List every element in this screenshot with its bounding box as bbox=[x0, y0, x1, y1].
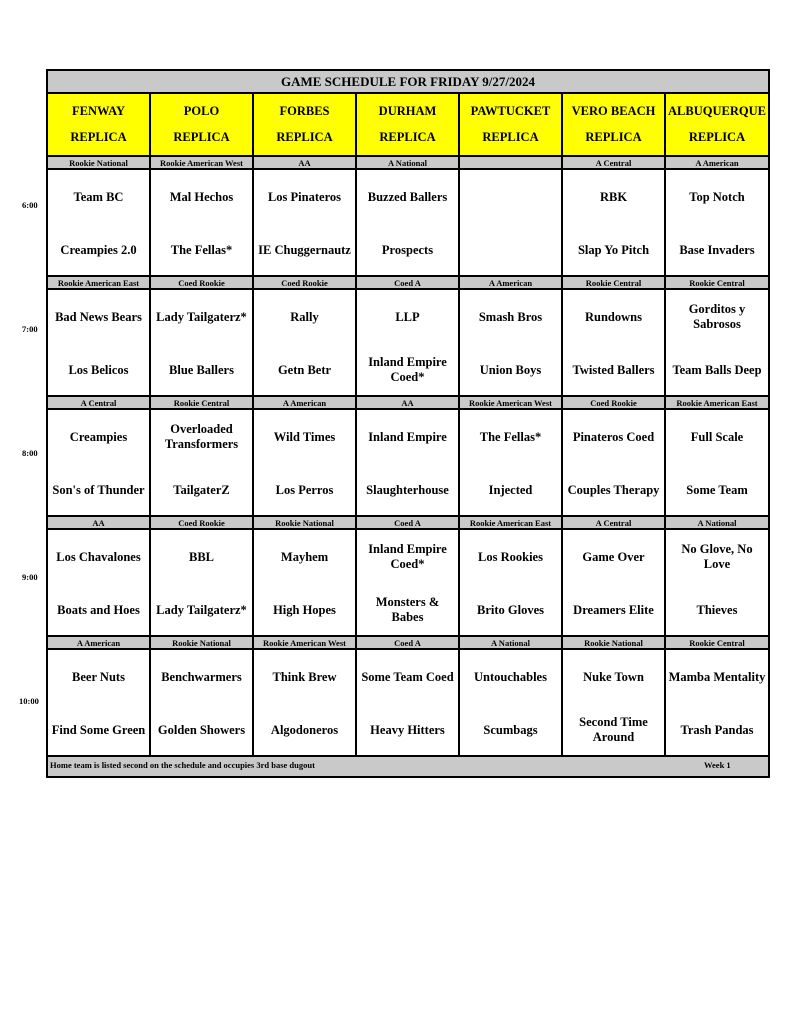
venue-sub: REPLICA bbox=[173, 130, 230, 145]
game-cell bbox=[563, 170, 666, 275]
away-team: RBK bbox=[599, 189, 628, 204]
away-team: Gorditos y Sabrosos bbox=[688, 302, 746, 331]
week-label: Week 1 bbox=[704, 760, 731, 770]
division-label: Coed A bbox=[357, 517, 460, 528]
home-team: Golden Showers bbox=[157, 722, 246, 737]
away-team: Some Team Coed bbox=[361, 669, 454, 684]
division-label: Rookie American West bbox=[254, 637, 357, 648]
home-team: IE Chuggernautz bbox=[258, 242, 351, 257]
venue-polo bbox=[151, 94, 254, 155]
game-cell bbox=[357, 530, 460, 635]
home-team bbox=[460, 232, 561, 268]
time-slot-label: 10:00 bbox=[19, 696, 39, 706]
division-label: A Central bbox=[563, 517, 666, 528]
game-cell bbox=[254, 530, 357, 635]
game-cell bbox=[48, 290, 151, 395]
away-team: Smash Bros bbox=[478, 309, 543, 324]
game-cell bbox=[563, 530, 666, 635]
away-team: No Glove, No Love bbox=[681, 542, 753, 571]
venue-durham bbox=[357, 94, 460, 155]
game-cell bbox=[666, 410, 768, 515]
division-label bbox=[460, 157, 563, 168]
schedule-table bbox=[46, 69, 770, 778]
away-team bbox=[460, 179, 561, 215]
division-label: A American bbox=[460, 277, 563, 288]
division-label: A American bbox=[695, 158, 739, 168]
division-label: A National bbox=[357, 157, 460, 168]
away-team: The Fellas* bbox=[479, 429, 542, 444]
home-team: Creampies 2.0 bbox=[60, 242, 137, 257]
division-label: Coed A bbox=[357, 637, 460, 648]
home-team: The Fellas* bbox=[170, 242, 233, 257]
division-label: Rookie National bbox=[563, 637, 666, 648]
away-team: Bad News Bears bbox=[55, 309, 142, 324]
game-cell bbox=[151, 170, 254, 275]
game-cell bbox=[666, 530, 768, 635]
division-label: Rookie American West bbox=[151, 157, 254, 168]
away-team: Beer Nuts bbox=[72, 669, 125, 684]
venue-vero-beach bbox=[563, 94, 666, 155]
venue-name: DURHAM bbox=[378, 103, 437, 118]
home-team: Blue Ballers bbox=[169, 362, 234, 377]
away-team: Creampies bbox=[69, 429, 128, 444]
game-cell bbox=[48, 170, 151, 275]
game-cell bbox=[460, 650, 563, 755]
home-team: Trash Pandas bbox=[680, 722, 754, 737]
home-team-note: Home team is listed second on the schedule and occupies 3rd base dugout bbox=[50, 760, 315, 770]
game-cell bbox=[460, 170, 563, 275]
away-team: Los Rookies bbox=[478, 549, 543, 564]
game-row bbox=[48, 530, 768, 637]
schedule-footer bbox=[48, 757, 768, 776]
away-team: Rundowns bbox=[585, 309, 642, 324]
division-label: A National bbox=[460, 637, 563, 648]
game-cell bbox=[563, 410, 666, 515]
game-row bbox=[48, 650, 768, 757]
venue-pawtucket bbox=[460, 94, 563, 155]
game-cell bbox=[666, 170, 768, 275]
venue-albuquerque bbox=[666, 94, 768, 155]
home-team: Slap Yo Pitch bbox=[577, 242, 650, 257]
division-label: AA bbox=[357, 397, 460, 408]
division-row bbox=[48, 157, 768, 170]
venue-forbes bbox=[254, 94, 357, 155]
game-cell bbox=[666, 650, 768, 755]
division-label: Rookie National bbox=[48, 157, 151, 168]
away-team: Overloaded Transformers bbox=[164, 422, 239, 451]
game-cell bbox=[357, 170, 460, 275]
home-team: Couples Therapy bbox=[567, 482, 660, 497]
home-team: Heavy Hitters bbox=[370, 722, 445, 737]
away-team: Wild Times bbox=[273, 429, 336, 444]
division-row bbox=[48, 397, 768, 410]
division-label: Coed Rookie bbox=[151, 517, 254, 528]
venue-sub: REPLICA bbox=[688, 130, 746, 145]
game-cell bbox=[563, 650, 666, 755]
game-cell bbox=[563, 290, 666, 395]
venue-sub: REPLICA bbox=[585, 130, 642, 145]
home-team: Second Time Around bbox=[579, 715, 648, 744]
away-team: Rally bbox=[290, 309, 319, 324]
division-label: A Central bbox=[563, 157, 666, 168]
game-cell bbox=[357, 410, 460, 515]
away-team: Mal Hechos bbox=[169, 189, 234, 204]
division-label: AA bbox=[254, 157, 357, 168]
schedule-title: GAME SCHEDULE FOR FRIDAY 9/27/2024 bbox=[48, 71, 768, 94]
division-label: Rookie American East bbox=[48, 277, 151, 288]
home-team: Los Belicos bbox=[68, 362, 129, 377]
division-label: AA bbox=[48, 517, 151, 528]
away-team: Benchwarmers bbox=[161, 669, 242, 684]
venue-header-row bbox=[48, 94, 768, 157]
game-cell bbox=[666, 290, 768, 395]
away-team: Lady Tailgaterz* bbox=[156, 309, 247, 324]
home-team: Lady Tailgaterz* bbox=[156, 602, 247, 617]
division-label: Rookie Central bbox=[689, 278, 745, 288]
game-row bbox=[48, 290, 768, 397]
away-team: Inland Empire Coed* bbox=[368, 542, 447, 571]
division-label: Rookie National bbox=[151, 637, 254, 648]
game-cell bbox=[357, 290, 460, 395]
away-team: Game Over bbox=[582, 549, 645, 564]
home-team: Brito Gloves bbox=[476, 602, 544, 617]
game-cell bbox=[254, 170, 357, 275]
game-cell bbox=[357, 650, 460, 755]
game-row bbox=[48, 410, 768, 517]
game-cell bbox=[254, 410, 357, 515]
game-cell bbox=[48, 530, 151, 635]
game-cell bbox=[151, 290, 254, 395]
game-row bbox=[48, 170, 768, 277]
time-slot-label: 6:00 bbox=[22, 200, 38, 210]
venue-name: POLO bbox=[183, 103, 220, 118]
away-team: Mayhem bbox=[280, 549, 329, 564]
division-label: Rookie American East bbox=[676, 398, 758, 408]
division-label: A American bbox=[48, 637, 151, 648]
away-team: Full Scale bbox=[690, 429, 744, 444]
time-slot-label: 8:00 bbox=[22, 448, 38, 458]
away-team: Top Notch bbox=[689, 189, 745, 204]
time-slot-label: 7:00 bbox=[22, 324, 38, 334]
home-team: Algodoneros bbox=[270, 722, 339, 737]
home-team: Inland Empire Coed* bbox=[368, 355, 447, 384]
game-cell bbox=[254, 650, 357, 755]
home-team: Some Team bbox=[686, 482, 748, 497]
division-row bbox=[48, 277, 768, 290]
game-cell bbox=[151, 530, 254, 635]
away-team: Pinateros Coed bbox=[572, 429, 655, 444]
division-label: Rookie American West bbox=[460, 397, 563, 408]
home-team: Injected bbox=[488, 482, 533, 497]
away-team: Los Chavalones bbox=[56, 549, 141, 564]
venue-sub: REPLICA bbox=[482, 130, 539, 145]
away-team: LLP bbox=[395, 309, 420, 324]
home-team: Union Boys bbox=[479, 362, 542, 377]
home-team: Scumbags bbox=[483, 722, 538, 737]
division-label: Coed Rookie bbox=[563, 397, 666, 408]
home-team: Dreamers Elite bbox=[573, 602, 654, 617]
division-row bbox=[48, 517, 768, 530]
home-team: Boats and Hoes bbox=[57, 602, 140, 617]
division-label: A American bbox=[254, 397, 357, 408]
away-team: Mamba Mentality bbox=[668, 669, 766, 684]
home-team: Team Balls Deep bbox=[672, 362, 762, 377]
venue-sub: REPLICA bbox=[70, 130, 127, 145]
division-label: Rookie Central bbox=[563, 277, 666, 288]
division-label: Coed A bbox=[357, 277, 460, 288]
division-label: Coed Rookie bbox=[151, 277, 254, 288]
division-label: A National bbox=[697, 518, 737, 528]
game-cell bbox=[460, 410, 563, 515]
away-team: Inland Empire bbox=[368, 429, 447, 444]
division-label: Rookie American East bbox=[460, 517, 563, 528]
division-label: Rookie Central bbox=[689, 638, 745, 648]
away-team: Los Pinateros bbox=[267, 189, 342, 204]
home-team: Prospects bbox=[381, 242, 434, 257]
division-label: A Central bbox=[48, 397, 151, 408]
division-label: Coed Rookie bbox=[254, 277, 357, 288]
division-row bbox=[48, 637, 768, 650]
home-team: Los Perros bbox=[275, 482, 334, 497]
venue-name: PAWTUCKET bbox=[470, 103, 551, 118]
game-cell bbox=[48, 650, 151, 755]
home-team: Slaughterhouse bbox=[366, 482, 449, 497]
division-label: Rookie National bbox=[254, 517, 357, 528]
away-team: BBL bbox=[188, 549, 214, 564]
home-team: TailgaterZ bbox=[173, 482, 230, 497]
away-team: Nuke Town bbox=[583, 669, 644, 684]
game-cell bbox=[48, 410, 151, 515]
home-team: Base Invaders bbox=[679, 242, 755, 257]
venue-sub: REPLICA bbox=[276, 130, 333, 145]
home-team: Son's of Thunder bbox=[52, 482, 145, 497]
game-cell bbox=[254, 290, 357, 395]
home-team: Twisted Ballers bbox=[572, 362, 655, 377]
home-team: Getn Betr bbox=[277, 362, 332, 377]
away-team: Team BC bbox=[73, 189, 124, 204]
away-team: Think Brew bbox=[272, 669, 337, 684]
venue-fenway bbox=[48, 94, 151, 155]
home-team: Find Some Green bbox=[51, 722, 146, 737]
venue-sub: REPLICA bbox=[379, 130, 436, 145]
game-cell bbox=[460, 290, 563, 395]
venue-name: FENWAY bbox=[71, 103, 126, 118]
time-slot-label: 9:00 bbox=[22, 572, 38, 582]
away-team: Buzzed Ballers bbox=[367, 189, 448, 204]
game-cell bbox=[151, 650, 254, 755]
game-cell bbox=[460, 530, 563, 635]
venue-name: FORBES bbox=[279, 103, 330, 118]
away-team: Untouchables bbox=[474, 669, 547, 684]
game-cell bbox=[151, 410, 254, 515]
division-label: Rookie Central bbox=[151, 397, 254, 408]
venue-name: ALBUQUERQUE bbox=[668, 103, 766, 118]
home-team: Monsters & Babes bbox=[375, 595, 440, 624]
venue-name: VERO BEACH bbox=[571, 103, 656, 118]
home-team: High Hopes bbox=[273, 602, 336, 617]
home-team: Thieves bbox=[696, 602, 738, 617]
